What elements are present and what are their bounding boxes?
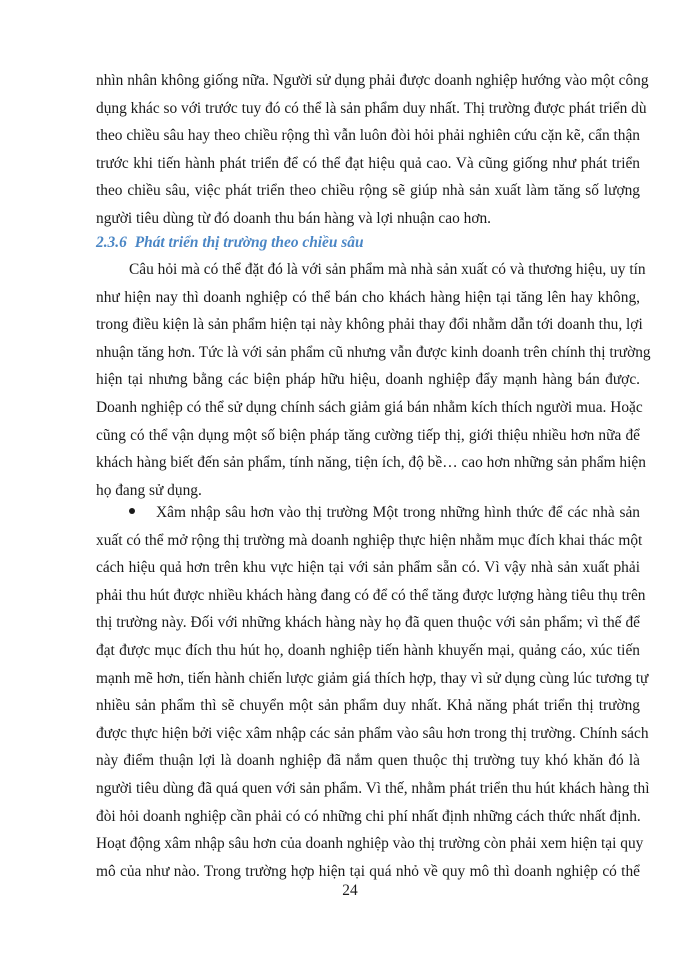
text-line: trước khi tiến hành phát triển để có thể đạt hiệu quả cao. Và cũng giống như phát triển xyxy=(96,154,640,172)
text-line: Câu hỏi mà có thể đặt đó là với sản phẩm mà nhà sản xuất có và thương hiệu, uy tín xyxy=(129,261,646,278)
text-line: Xâm nhập sâu hơn vào thị trường Một trong những hình thức để các nhà sản xyxy=(156,504,640,521)
text-line: mô của như nào. Trong trường hợp hiện tại quá nhỏ về quy mô thì doanh nghiệp có thể xyxy=(96,862,640,880)
bullet-paragraph xyxy=(96,499,650,885)
text-line: nhiều sản phẩm thì sẽ chuyển một sản phẩm duy nhất. Khả năng phát triển thị trường xyxy=(96,697,640,715)
text-line: này điểm thuận lợi là doanh nghiệp đã nắm quen thuộc thị trường tuy khó khăn đó là xyxy=(96,752,640,770)
text-line: họ đang sử dụng. xyxy=(96,481,202,499)
text-line: dụng khác so với trước tuy đó có thể là sản phẩm duy nhất. Thị trường được phát triển dù xyxy=(96,99,647,117)
section-number: 2.3.6 xyxy=(96,234,127,251)
text-line: được thực hiện bởi việc xâm nhập các sản phẩm vào sâu hơn trong thị trường. Chính sách xyxy=(96,724,649,742)
paragraph-2 xyxy=(96,256,651,504)
text-line: Hoạt động xâm nhập sâu hơn của doanh nghiệp vào thị trường còn phải xem hiện tại quy xyxy=(96,835,644,853)
text-line: theo chiều sâu, việc phát triển theo chiều rộng sẽ giúp nhà sản xuất làm tăng số lượng xyxy=(96,182,640,200)
text-line: nhìn nhân không giống nữa. Người sử dụng phải được doanh nghiệp hướng vào một công xyxy=(96,72,649,89)
text-line: cách hiệu quả hơn trên khu vực hiện tại với sản phẩm sẵn có. Vì vậy nhà sản xuất phải xyxy=(96,559,640,577)
text-line: thị trường này. Đối với những khách hàng này họ đã quen thuộc với sản phẩm; vì thế để xyxy=(96,614,640,632)
bullet-icon xyxy=(129,508,135,514)
text-line: cũng có thể vận dụng một số biện pháp tăng cường tiếp thị, giới thiệu nhiều hơn nữa để xyxy=(96,426,640,444)
text-line: theo chiều sâu hay theo chiều rộng thì vẫn luôn đòi hỏi phải nghiên cứu cặn kẽ, cẩn thận xyxy=(96,127,640,145)
text-line: đạt được mục đích thu hút họ, doanh nghiệp tiến hành khuyến mại, quảng cáo, xúc tiến xyxy=(96,641,640,659)
text-line: người tiêu dùng đã quá quen với sản phẩm. Vì thế, nhằm phát triển thu hút khách hàng thì xyxy=(96,779,650,797)
text-line: đòi hỏi doanh nghiệp cần phải có có những chi phí nhất định những cách thức nhất định. xyxy=(96,807,641,825)
text-line: hiện tại nhưng bằng các biện pháp hữu hiệu, doanh nghiệp đẩy mạnh hàng bán được. xyxy=(96,371,640,389)
page-number: 24 xyxy=(342,882,358,899)
text-line: trong điều kiện là sản phẩm hiện tại này không phải thay đổi nhằm dẫn tới doanh thu, lợi xyxy=(96,316,643,334)
text-line: như hiện nay thì doanh nghiệp có thể bán cho khách hàng hiện tại tăng lên hay không, xyxy=(96,288,640,306)
bullet-item xyxy=(96,499,640,527)
section-heading xyxy=(96,232,364,254)
top-paragraph xyxy=(96,67,649,233)
text-line: nhuận tăng hơn. Tức là với sản phẩm cũ nhưng vẫn được kinh doanh trên chính thị trường xyxy=(96,343,651,361)
text-line: mạnh mẽ hơn, tiến hành chiến lược giảm giá thích hợp, thay vì sử dụng cùng lúc tương tự xyxy=(96,669,649,687)
text-line: xuất có thể mở rộng thị trường mà doanh nghiệp thực hiện nhằm mục đích khai thác một xyxy=(96,531,643,549)
section-title: Phát triển thị trường theo chiều sâu xyxy=(134,234,364,251)
text-line: người tiêu dùng từ đó doanh thu bán hàng và lợi nhuận cao hơn. xyxy=(96,209,492,227)
text-line: phải thu hút được nhiều khách hàng đang có để có thể tăng được lượng hàng tiêu thụ trên xyxy=(96,586,646,604)
text-line: Doanh nghiệp có thể sử dụng chính sách giảm giá bán nhằm kích thích người mua. Hoặc xyxy=(96,398,643,416)
text-line: khách hàng biết đến sản phẩm, tính năng, tiện ích, độ bề… cao hơn những sản phẩm hiện xyxy=(96,454,646,472)
